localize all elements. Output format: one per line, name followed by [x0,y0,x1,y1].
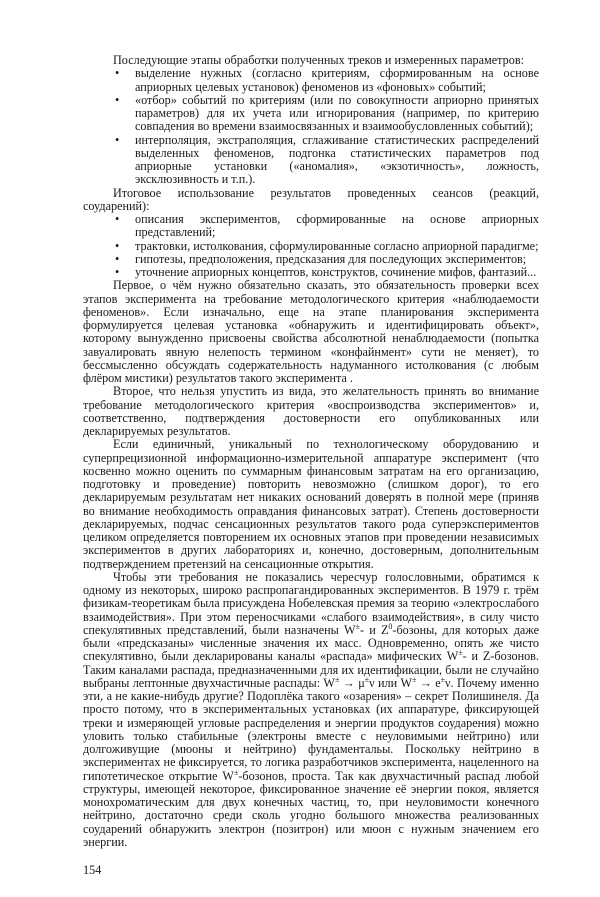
processing-list [83,67,539,186]
paragraph: Второе, что нельзя упустить из вида, это желательность принять во внимание требование методологического критерия «воспроизводства экспериментов» и, соответственно, подтверждения достоверности его опубликованных или декларируемых результатов. [83,384,539,438]
bullet-icon: • [115,92,120,107]
paragraph: Первое, о чём нужно обязательно сказать, это обязательность проверки всех этапов эксперимента на требование методологического критерия «наблюдаемости феноменов». Если изначально, еще на этапе планирования эксперимента формулируется целевая установка «обнаружить и идентифицировать объект», которому вынужденно присвоены свойства абсолютной ненаблюдаемости (попытка завуалировать явную нелепость термином «конфайнмент» сути не меняет), то бессмысленно обсуждать содержательность надуманного истолкования (с любым флёром мистики) результатов такого эксперимента . [83,278,539,385]
intro-paragraph: Последующие этапы обработки полученных треков и измеренных параметров: [113,53,524,67]
paragraph: Чтобы эти требования не показались чересчур голословными, обратимся к одному из некоторых, широко распропагандированных экспериментов. В 1979 г. трём физикам-теоретикам была присуждена Нобелевская премия за теорию «электрослабого взаимодействия». При этом переносчиками «слабого взаимодействия», в силу чисто спекулятивных представлений, были назначены W±- и $Z^0$-бозоны, для которых даже были «предсказаны» численные значения их масс. Одновременно, опять же чисто спекулятивно, были декларированы каналы «распада» мифических W±- и Z-бозонов. Таким каналами распада, предназначенными для их идентификации, были не случайно выбраны лептонные двухчастичные распады: W± → μ±ν или W± → e±ν. Почему именно эти, а не какие-нибудь другие? Подоплёка такого «озарения» – секрет Полишинеля. Да просто потому, что в экспериментальных установках (их аппаратуре, фиксирующей треки и измеряющей угловые распределения и энергии продуктов соударения) можно уловить только стабильные (электроны вместе с неуловимыми нейтрино) или долгоживущие (мюоны и нейтрино) фундаментальы. Поскольку нейтрино в экспериментах не фиксируется, то логика разработчиков эксперимента, нацеленного на гипотетическое открытие W±-бозонов, проста. Так как двухчастичный распад любой структуры, имеющей некоторое, фиксированное значение её энергии покоя, является монохроматическим для двух конечных частиц, то, при неуловимости конечного нейтрино, достаточно среди сколь угодно большого множества реализованных соударений обнаружить электрон (позитрон) или мюон с нужным значением его энергии. [83,569,539,849]
list-item: • гипотезы, предположения, предсказания для последующих экспериментов; [115,251,527,266]
list-item: • уточнение априорных концептов, конструктов, сочинение мифов, фантазий... [115,265,537,279]
bullet-icon: • [115,265,120,279]
bullet-icon: • [115,238,120,253]
bullet-icon: • [115,132,120,147]
page-number: 154 [83,863,102,877]
list-item: • трактовки, истолкования, сформулированные согласно априорной парадигме; [115,238,539,253]
page-body [83,54,539,849]
usage-list [83,213,539,279]
intro-paragraph-2: Итоговое использование результатов проведенных сеансов (реакций, соударений): [83,185,539,213]
paragraph: Если единичный, уникальный по технологическому оборудованию и суперпрецизионной информационно-измерительной аппаратуре эксперимент (что косвенно можно оценить по суммарным финансовым затратам на его организацию, подготовку и проведение) повторить невозможно (слишком дорог), то его декларируемым результатам нет никаких оснований доверять в полной мере (приняв во внимание необходимость оправдания финансовых затрат). Степень достоверности декларируемых, подчас сенсационных результатов такого рода суперэкспериментов целиком определяется повторением их основных этапов при проведении независимых экспериментов в других лабораториях и, конечно, достоверным, дополнительным подтверждением претензий на сенсационные открытия. [83,437,539,571]
bullet-icon: • [115,212,120,226]
bullet-icon: • [115,66,120,81]
list-item: • описания экспериментов, сформированные на основе априорных представлений; [115,212,539,240]
list-item: • «отбор» событий по критериям (или по совокупности априорно принятых параметров) для их учета или игнорирования (например, по критерию совпадения во времени взаимосвязанных и взаимообусловленных событий); [115,92,539,134]
list-item: • интерполяция, экстраполяция, сглаживание статистических распределений выделенных феноменов, подгонка статистических параметров под априорные установки («аномалия», «экзотичность», ложность, эксклюзивность и т.п.). [115,132,539,187]
list-item: • выделение нужных (согласно критериям, сформированным на основе априорных целевых установок) феноменов из «фоновых» событий; [115,66,539,94]
bullet-icon: • [115,251,120,266]
